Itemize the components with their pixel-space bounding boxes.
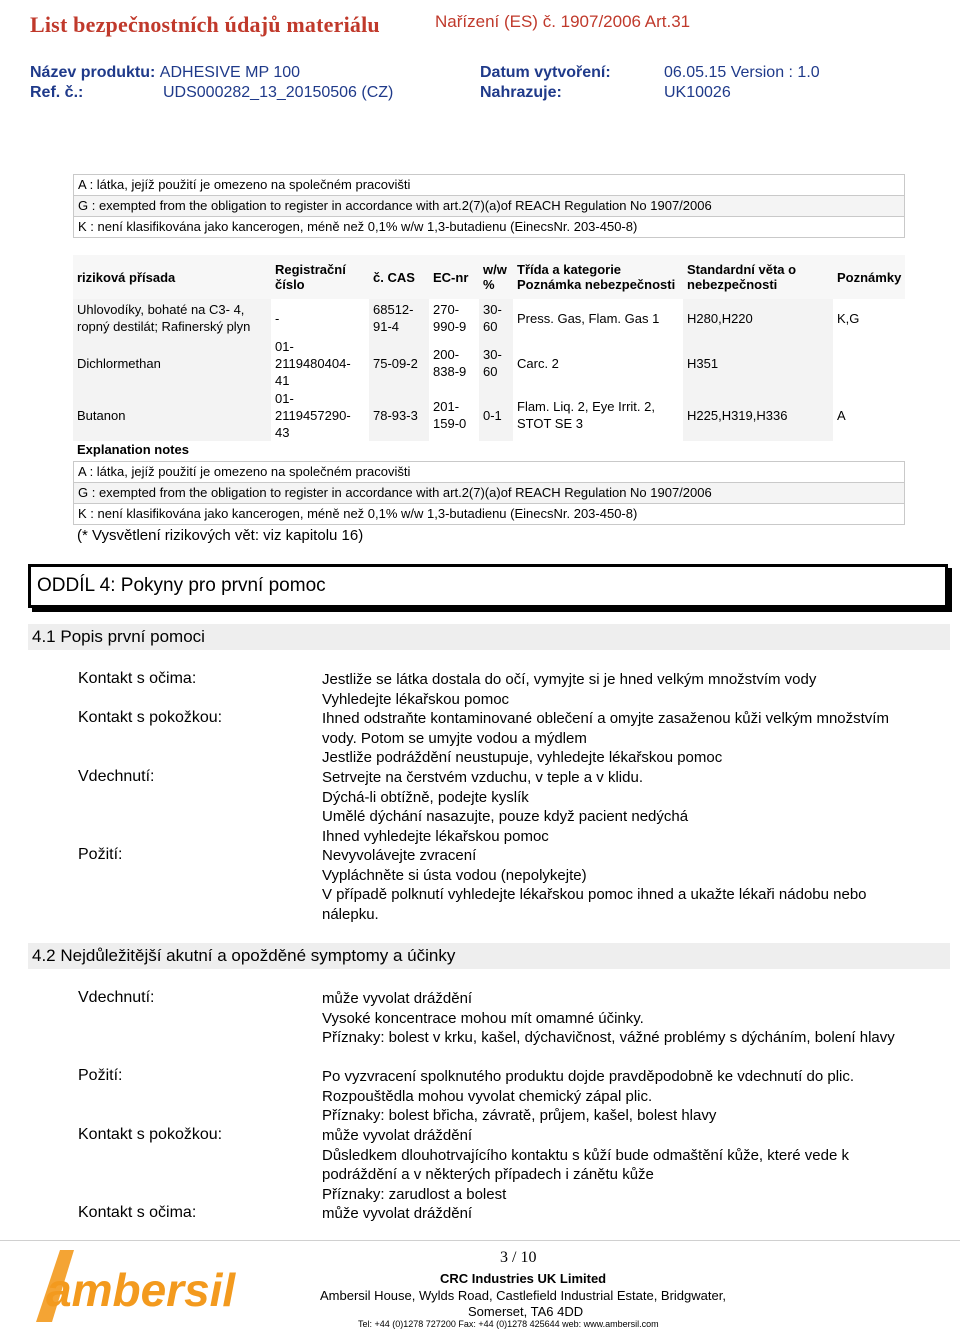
text-line: může vyvolat dráždění (322, 1205, 473, 1222)
symptom-text-inhalation (322, 989, 902, 1048)
table-row (73, 389, 905, 441)
cell-notes (833, 337, 905, 389)
cell-notes: A (837, 407, 846, 423)
cell-class: Carc. 2 (517, 355, 559, 371)
section-4-title: ODDÍL 4: Pokyny pro první pomoc (37, 575, 326, 596)
cell-ec: 200-838-9 (433, 347, 467, 379)
first-aid-text-eyes (322, 670, 902, 709)
text-line: Vyhledejte lékařskou pomoc (322, 690, 510, 708)
text-line: Jestliže podráždění neustupuje, vyhledejte lékařskou pomoc (322, 749, 723, 766)
symptom-label-inhalation: Vdechnutí: (78, 989, 155, 1006)
ref-label: Ref. č.: (30, 84, 84, 101)
cell-substance: Uhlovodíky, bohaté na C3- 4, ropný destilát; Rafinerský plyn (73, 299, 271, 337)
table-header-row (73, 255, 905, 299)
note-a: A : látka, jejíž použití je omezeno na společném pracovišti (74, 175, 904, 196)
symptom-text-skin (322, 1126, 902, 1204)
text-line: Ihned odstraňte kontaminované oblečení a omyjte zasaženou kůži velkým množstvím vody. Potom se umyjte vodou a mýdlem (322, 710, 889, 747)
symptom-label-ingestion: Požití: (78, 1067, 123, 1084)
cell-class: Press. Gas, Flam. Gas 1 (517, 310, 660, 326)
regulation-label: Nařízení (ES) č. 1907/2006 Art.31 (435, 12, 691, 31)
cell-reg: - (275, 310, 280, 326)
cell-stmt: H225,H319,H336 (683, 389, 833, 441)
cell-stmt: H280,H220 (683, 299, 833, 337)
text-line: Ihned vyhledejte lékařskou pomoc (322, 827, 549, 845)
col-stmt: Standardní věta o nebezpečnosti (683, 255, 833, 299)
first-aid-text-skin (322, 709, 902, 768)
cell-substance: Dichlormethan (73, 337, 271, 389)
first-aid-text-inhalation (322, 768, 902, 846)
table-row (73, 299, 905, 337)
text-line: Setrvejte na čerstvém vzduchu, v teple a v klidu. (322, 769, 643, 786)
text-line: Příznaky: zarudlost a bolest (322, 1185, 507, 1203)
cell-ec: 270-990-9 (433, 302, 467, 334)
cell-stmt: H351 (683, 337, 833, 389)
explanation-title: Explanation notes (77, 442, 189, 457)
col-reg: Registrační číslo (271, 255, 369, 299)
text-line: Umělé dýchání nasazujte, pouze když pacient nedýchá (322, 808, 689, 825)
note-a: A : látka, jejíž použití je omezeno na společném pracovišti (74, 462, 904, 483)
cell-notes: K,G (837, 310, 860, 326)
text-line: Příznaky: bolest v krku, kašel, dýchavičnost, vážné problémy s dýcháním, bolení hlavy (322, 1029, 895, 1046)
document-title: List bezpečnostních údajů materiálu (30, 12, 380, 37)
col-substance: riziková přísada (73, 255, 271, 299)
cell-cas: 78-93-3 (369, 389, 429, 441)
text-line: Vypláchněte si ústa vodou (nepolykejte) (322, 866, 587, 884)
cell-cas: 68512-91-4 (369, 299, 429, 337)
section-4-box (28, 564, 948, 608)
symptom-text-eyes (322, 1204, 902, 1224)
cell-ww: 30-60 (479, 337, 513, 389)
composition-table (73, 255, 905, 441)
cell-substance: Butanon (73, 389, 271, 441)
text-line: V případě polknutí vyhledejte lékařskou pomoc ihned a ukažte lékaři nádobu nebo nálepku. (322, 886, 867, 923)
cell-ww: 0-1 (479, 389, 513, 441)
first-aid-text-ingestion (322, 846, 902, 924)
ref-row (30, 84, 394, 102)
note-g: G : exempted from the obligation to register in accordance with art.2(7)(a)of REACH Regulation No 1907/2006 (74, 483, 904, 504)
text-line: Nevyvolávejte zvracení (322, 847, 477, 864)
replaces-value: UK10026 (664, 84, 731, 101)
symptom-label-skin: Kontakt s pokožkou: (78, 1126, 223, 1143)
footer-divider (0, 1240, 960, 1241)
company-contact: Tel: +44 (0)1278 727200 Fax: +44 (0)1278 425644 web: www.ambersil.com (358, 1319, 659, 1329)
subsection-4-1: 4.1 Popis první pomoci (28, 624, 950, 650)
company-address-2: Somerset, TA6 4DD (468, 1304, 584, 1319)
product-name-value: ADHESIVE MP 100 (159, 64, 301, 81)
top-notes-box (73, 174, 905, 238)
text-line: Důsledkem dlouhotrvajícího kontaktu s kůží bude odmaštění kůže, které vede k podráždění a v některých případech i zánětu kůže (322, 1146, 849, 1183)
first-aid-label-inhalation: Vdechnutí: (78, 768, 155, 785)
col-ec: EC-nr (429, 255, 479, 299)
logo-text: ambersil (46, 1264, 236, 1316)
company-name: CRC Industries UK Limited (440, 1271, 607, 1286)
note-k: K : není klasifikována jako kancerogen, méně než 0,1% w/w 1,3-butadienu (EinecsNr. 203-450-8) (78, 506, 638, 521)
note-k: K : není klasifikována jako kancerogen, méně než 0,1% w/w 1,3-butadienu (EinecsNr. 203-450-8) (78, 219, 638, 234)
first-aid-label-ingestion: Požití: (78, 846, 123, 863)
ambersil-logo (30, 1244, 260, 1328)
cell-cas: 75-09-2 (369, 337, 429, 389)
cell-reg: 01-2119457290-43 (275, 390, 351, 440)
ref-value: UDS000282_13_20150506 (CZ) (163, 84, 394, 101)
text-line: může vyvolat dráždění (322, 990, 473, 1007)
cell-ec: 201-159-0 (433, 399, 467, 431)
created-value: 06.05.15 Version : 1.0 (664, 64, 820, 81)
col-cas: č. CAS (369, 255, 429, 299)
first-aid-label-eyes: Kontakt s očima: (78, 670, 197, 687)
text-line: může vyvolat dráždění (322, 1127, 473, 1144)
company-address-1: Ambersil House, Wylds Road, Castlefield Industrial Estate, Bridgwater, (320, 1288, 726, 1303)
replaces-label: Nahrazuje: (480, 84, 562, 101)
first-aid-label-skin: Kontakt s pokožkou: (78, 709, 223, 726)
symptom-text-ingestion (322, 1067, 902, 1126)
subsection-4-2: 4.2 Nejdůležitější akutní a opožděné symptomy a účinky (28, 943, 950, 969)
text-line: Vysoké koncentrace mohou mít omamné účinky. (322, 1009, 644, 1027)
cell-ww: 30-60 (479, 299, 513, 337)
note-g: G : exempted from the obligation to register in accordance with art.2(7)(a)of REACH Regulation No 1907/2006 (74, 196, 904, 217)
cell-reg: 01-2119480404-41 (275, 338, 351, 388)
text-line: Příznaky: bolest břicha, závratě, průjem, kašel, bolest hlavy (322, 1107, 717, 1124)
col-ww: w/w % (479, 255, 513, 299)
created-label: Datum vytvoření: (480, 64, 611, 81)
product-name-row (30, 64, 300, 82)
cell-class: Flam. Liq. 2, Eye Irrit. 2, STOT SE 3 (517, 399, 655, 431)
text-line: Jestliže se látka dostala do očí, vymyjte si je hned velkým množstvím vody (322, 671, 817, 688)
col-notes: Poznámky (833, 255, 905, 299)
product-name-label: Název produktu: (30, 64, 156, 81)
text-line: Dýchá-li obtížně, podejte kyslík (322, 788, 529, 806)
risk-phrase-note: (* Vysvětlení rizikových vět: viz kapitolu 16) (77, 527, 364, 544)
symptom-label-eyes: Kontakt s očima: (78, 1204, 197, 1221)
text-line: Po vyzvracení spolknutého produktu dojde pravděpodobně ke vdechnutí do plic. Rozpouštědla mohou vyvolat chemický zápal plic. (322, 1068, 855, 1105)
table-row (73, 337, 905, 389)
page-number: 3 / 10 (500, 1249, 537, 1266)
bottom-notes-box (73, 461, 905, 525)
col-class: Třída a kategorie Poznámka nebezpečnosti (513, 255, 683, 299)
page-header (0, 0, 960, 108)
